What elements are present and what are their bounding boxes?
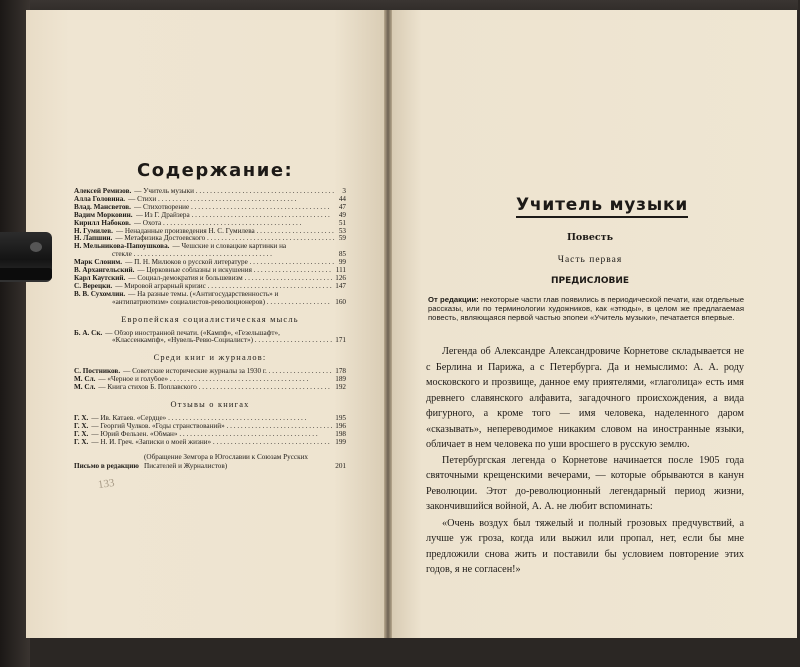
toc-entry-author: В. В. Сухомлин. xyxy=(74,289,126,298)
toc-entry-title: — П. Н. Милюков о русской литературе . . xyxy=(125,259,336,267)
toc-entry-title: — Ненаданные произведения Н. С. Гумилева . . xyxy=(116,228,336,236)
toc-entry-author: С. Верецки. xyxy=(74,281,113,290)
toc-entry xyxy=(74,220,346,228)
toc-entry-title: — Церковные соблазны и искушения . . xyxy=(137,267,332,275)
toc-entry xyxy=(74,376,346,384)
story-part: Часть первая xyxy=(557,255,623,265)
toc-letter-entry xyxy=(74,453,346,469)
toc-entry-title: — Охота . . xyxy=(134,220,336,228)
toc-entry xyxy=(74,275,346,283)
story-paragraph: Легенда об Александре Александровиче Корнетове складывается не с Берлина и Парижа, а с Петербурга. Да и немыслимо: А. А. роду московского и прозвище, данное ему приятелями, «глаголица» есть имя древнего славянского алфавита, загадочного происхождения, а вида фигурного, а кроме того — имя человека, наделенного даром «сказывать», непереводимое никаким словом на иностранные языки, обличает в нем человека по уши вросшего в русскую землю. xyxy=(426,346,744,450)
toc-entry-page: 178 xyxy=(335,367,346,376)
toc-entry-author: Алексей Ремизов. xyxy=(74,187,132,195)
toc-entry-author: Влад. Мансветов. xyxy=(74,202,131,211)
toc-letter-label xyxy=(74,462,144,470)
story-body xyxy=(426,344,744,578)
story-title: Учитель музыки xyxy=(516,195,688,218)
toc-entry-page: 126 xyxy=(335,273,346,282)
toc-main-entries xyxy=(74,188,346,307)
toc-entry-page: 195 xyxy=(335,413,346,422)
toc-entry xyxy=(74,291,346,299)
toc-entry-title: — Обзор иностранной печати. («Кампф», «Гезельшафт», xyxy=(105,329,280,337)
toc-entry-author: С. Постников. xyxy=(74,367,121,376)
toc-entry-page: 99 xyxy=(338,258,346,267)
editorial-note-label: От редакции: xyxy=(428,295,479,304)
preface-heading: ПРЕДИСЛОВИЕ xyxy=(550,276,630,286)
toc-letter-text: (Обращение Земгора в Югославии к Союзам Русских Писателей и Журналистов) xyxy=(144,453,309,470)
toc-entry-author: Марк Слоним. xyxy=(74,258,123,267)
toc-entry-title: — «Черное и голубое» . . xyxy=(98,376,332,384)
toc-entry-author: Кирилл Набоков. xyxy=(74,218,131,227)
toc-entry-page: 49 xyxy=(338,210,346,219)
toc-entry-title: «антипатриотизм» социалистов-революционеров) . . xyxy=(112,299,332,307)
toc-entry-page: 147 xyxy=(335,281,346,290)
toc-entry-page: 171 xyxy=(335,336,346,345)
toc-entry-author: Н. Гумилев. xyxy=(74,226,113,235)
toc-entry-title: — Учитель музыки . . xyxy=(134,188,339,196)
book-gutter xyxy=(384,10,392,638)
toc-entry-page: 199 xyxy=(335,437,346,446)
toc-entry xyxy=(74,243,346,251)
toc-entry-author: Г. Х. xyxy=(74,421,89,430)
toc-entry-title: — Чешские и словацкие картинки на xyxy=(172,243,287,251)
story-quote: «Очень воздух был тяжелый и полный грозовых предчувствий, а лучше уж гроза, когда или выжил или пропал, нет, если бы мне предложили снова жить и поставили бы условием повторение этих годов, я не согласен!» xyxy=(426,517,744,575)
toc-entry-title: «Классенкампф», «Нувель-Ревю-Социалист») . . xyxy=(112,337,332,345)
toc-entry-title: — Н. И. Греч. «Записки о моей жизни» . . xyxy=(91,439,332,447)
toc-entry-page: 192 xyxy=(335,383,346,392)
toc-entry-page: 160 xyxy=(335,297,346,306)
toc-section-entries xyxy=(74,368,346,392)
toc-section-heading: Среди книг и журналов: xyxy=(153,353,267,363)
toc-entry-page: 189 xyxy=(335,375,346,384)
toc-entry-author: Б. А. Ск. xyxy=(74,328,103,337)
toc-entry xyxy=(74,439,346,447)
toc-entry xyxy=(74,415,346,423)
toc-entry-page: 196 xyxy=(335,421,346,430)
toc-entry-title: — Книга стихов Б. Поплавского . . xyxy=(98,384,332,392)
toc-entry-page: 59 xyxy=(338,234,346,243)
toc-entry xyxy=(74,299,346,307)
toc-entry-author: Г. Х. xyxy=(74,437,89,446)
toc-entry-title: — Из Г. Драйзера . . xyxy=(136,212,336,220)
toc-entry-author: М. Сл. xyxy=(74,375,96,384)
binder-clip-rivet xyxy=(30,242,42,252)
toc-entry-page: 85 xyxy=(338,250,346,259)
toc-entry xyxy=(74,423,346,431)
toc-entry-author: Карл Каутский. xyxy=(74,273,126,282)
toc-entry-author: Алла Головина. xyxy=(74,194,126,203)
toc-entry-page: 111 xyxy=(335,266,346,275)
toc-entry-title: — Социал-демократия и большевизм . . xyxy=(128,275,332,283)
toc-list xyxy=(74,188,346,470)
toc-entry xyxy=(74,337,346,345)
toc-entry xyxy=(74,330,346,338)
toc-entry-author: В. Архангельский. xyxy=(74,266,135,275)
toc-entry-title: — Юрий Фельзен. «Обман» . . xyxy=(91,431,332,439)
toc-entry-page: 3 xyxy=(342,187,346,195)
toc-entry-page: 44 xyxy=(338,194,346,203)
handwritten-mark: 133 xyxy=(97,476,116,492)
toc-entry-author: Вадим Морковин. xyxy=(74,210,133,219)
toc-entry-author: Г. Х. xyxy=(74,429,89,438)
toc-section-heading: Европейская социалистическая мысль xyxy=(121,314,299,324)
toc-entry-page: 51 xyxy=(338,218,346,227)
toc-entry xyxy=(74,431,346,439)
toc-entry-author: Н. Лапшин. xyxy=(74,234,113,243)
toc-entry-title: — Стихотворение . . xyxy=(134,204,336,212)
toc-entry-page: 198 xyxy=(335,429,346,438)
toc-entry-page: 53 xyxy=(338,226,346,235)
binder-clip-lever xyxy=(0,268,52,280)
toc-entry-title: — На разные темы. («Антигосударственность» и xyxy=(128,290,279,298)
toc-entry xyxy=(74,228,346,236)
toc-section-entries xyxy=(74,415,346,447)
toc-section-entries xyxy=(74,330,346,346)
toc-letter-label-text: Письмо в редакцию xyxy=(74,461,139,470)
toc-entry-page: 47 xyxy=(338,202,346,211)
toc-title: Содержание: xyxy=(137,160,294,181)
toc-letter-page: 201 xyxy=(335,461,346,470)
toc-entry-title: — Метафизика Достоевского . . xyxy=(115,235,335,243)
toc-entry-title: стекле . . xyxy=(112,251,336,259)
toc-entry-title: — Стихи . . xyxy=(128,196,336,204)
toc-entry-author: М. Сл. xyxy=(74,383,96,392)
editorial-note-text: некоторые части глав появились в периодической печати, как отдельные рассказы, или по терминологии художников, как «этюды», в целом же предлагаемая повесть, являющаяся первой частью эпопеи «Учитель музыки», печатается впервые. xyxy=(428,295,745,322)
story-paragraph: Петербургская легенда о Корнетове начинается после 1905 года святочными крещенскими вечерами, — которые обрываются в канун Революции. Этот до-революционный легендарный период жизни, закончившийся войной, А. А. не любит вспоминать: xyxy=(426,454,744,512)
toc-entry-title: — Советские исторические журналы за 1930 г. . . xyxy=(123,368,332,376)
toc-entry-title: — Мировой аграрный кризис . . xyxy=(115,283,332,291)
toc-entry-title: — Георгий Чулков. «Годы странствований» . . xyxy=(91,423,332,431)
editorial-note xyxy=(428,295,744,322)
toc-entry xyxy=(74,384,346,392)
toc-entry xyxy=(74,368,346,376)
toc-entry-author: Н. Мельникова-Папоушкова. xyxy=(74,242,170,251)
toc-entry-title: — Ив. Катаев. «Сердце» . . xyxy=(91,415,332,423)
toc-entry-author: Г. Х. xyxy=(74,413,89,422)
toc-section-heading: Отзывы о книгах xyxy=(170,399,250,409)
story-subtitle: Повесть xyxy=(566,232,614,243)
